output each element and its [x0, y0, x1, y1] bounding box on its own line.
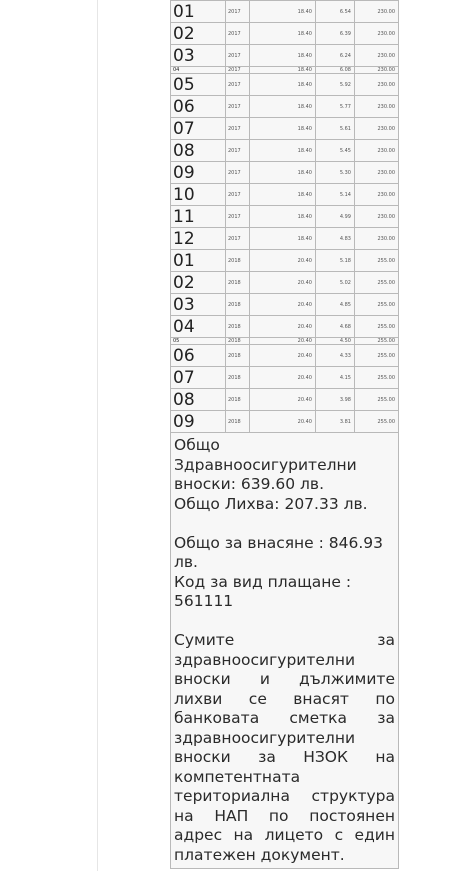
rate-cell: 5.45 — [316, 140, 355, 162]
amount-cell: 230.00 — [355, 140, 399, 162]
table-body — [171, 1, 399, 433]
contributions-line-1: Здравноосигурителни — [174, 455, 357, 474]
month-cell: 01 — [171, 250, 226, 272]
rate-cell: 6.24 — [316, 45, 355, 67]
year-cell: 2017 — [226, 74, 250, 96]
payment-code-line-1: Код за вид плащане : — [174, 572, 352, 591]
table-row — [171, 338, 399, 345]
amount-cell: 255.00 — [355, 338, 399, 345]
table-row — [171, 228, 399, 250]
rate-cell: 4.85 — [316, 294, 355, 316]
year-cell: 2017 — [226, 206, 250, 228]
year-cell: 2018 — [226, 367, 250, 389]
base-cell: 20.40 — [250, 272, 316, 294]
month-cell: 04 — [171, 67, 226, 74]
amount-cell: 230.00 — [355, 118, 399, 140]
month-cell: 05 — [171, 338, 226, 345]
year-cell: 2017 — [226, 67, 250, 74]
rate-cell: 5.92 — [316, 74, 355, 96]
amount-cell: 255.00 — [355, 411, 399, 433]
amount-cell: 230.00 — [355, 67, 399, 74]
base-cell: 20.40 — [250, 411, 316, 433]
base-cell: 18.40 — [250, 45, 316, 67]
amount-cell: 230.00 — [355, 184, 399, 206]
month-cell: 04 — [171, 316, 226, 338]
base-cell: 18.40 — [250, 140, 316, 162]
rate-cell: 5.18 — [316, 250, 355, 272]
year-cell: 2017 — [226, 96, 250, 118]
amount-cell: 230.00 — [355, 74, 399, 96]
month-cell: 09 — [171, 411, 226, 433]
month-cell: 07 — [171, 118, 226, 140]
rate-cell: 5.61 — [316, 118, 355, 140]
summary-cell — [171, 433, 399, 869]
contributions-line-2: вноски: 639.60 лв. — [174, 475, 324, 493]
payable-line-2: лв. — [174, 553, 198, 571]
spacer — [174, 612, 395, 632]
table-row — [171, 184, 399, 206]
rate-cell: 4.99 — [316, 206, 355, 228]
month-cell: 06 — [171, 96, 226, 118]
year-cell: 2017 — [226, 118, 250, 140]
year-cell: 2017 — [226, 23, 250, 45]
amount-cell: 255.00 — [355, 345, 399, 367]
amount-cell: 255.00 — [355, 316, 399, 338]
year-cell: 2018 — [226, 411, 250, 433]
base-cell: 18.40 — [250, 184, 316, 206]
table-row — [171, 411, 399, 433]
table-row — [171, 162, 399, 184]
month-cell: 05 — [171, 74, 226, 96]
base-cell: 18.40 — [250, 118, 316, 140]
rate-cell: 4.83 — [316, 228, 355, 250]
amount-cell: 255.00 — [355, 272, 399, 294]
month-cell: 08 — [171, 140, 226, 162]
base-cell: 18.40 — [250, 96, 316, 118]
summary-row — [171, 433, 399, 869]
base-cell: 18.40 — [250, 67, 316, 74]
table-row — [171, 118, 399, 140]
payment-code-line-2: 561111 — [174, 592, 234, 610]
amount-cell: 255.00 — [355, 294, 399, 316]
table-row — [171, 67, 399, 74]
amount-cell: 230.00 — [355, 23, 399, 45]
amount-cell: 230.00 — [355, 228, 399, 250]
year-cell: 2018 — [226, 294, 250, 316]
base-cell: 18.40 — [250, 74, 316, 96]
table-row — [171, 140, 399, 162]
rate-cell: 6.08 — [316, 67, 355, 74]
rate-cell: 3.98 — [316, 389, 355, 411]
month-cell: 03 — [171, 294, 226, 316]
table-row — [171, 74, 399, 96]
base-cell: 18.40 — [250, 228, 316, 250]
base-cell: 20.40 — [250, 250, 316, 272]
table-row — [171, 294, 399, 316]
table-row — [171, 45, 399, 67]
base-cell: 18.40 — [250, 23, 316, 45]
year-cell: 2017 — [226, 184, 250, 206]
table-row — [171, 1, 399, 23]
contributions-table — [170, 0, 399, 869]
base-cell: 18.40 — [250, 1, 316, 23]
amount-cell: 255.00 — [355, 367, 399, 389]
year-cell: 2017 — [226, 162, 250, 184]
page-margin-line — [97, 0, 98, 871]
table-row — [171, 23, 399, 45]
table-row — [171, 272, 399, 294]
base-cell: 20.40 — [250, 316, 316, 338]
table-row — [171, 367, 399, 389]
amount-cell: 230.00 — [355, 45, 399, 67]
year-cell: 2018 — [226, 345, 250, 367]
base-cell: 20.40 — [250, 338, 316, 345]
month-cell: 09 — [171, 162, 226, 184]
table-row — [171, 250, 399, 272]
month-cell: 02 — [171, 272, 226, 294]
interest-total: Общо Лихва: 207.33 лв. — [174, 494, 368, 513]
month-cell: 11 — [171, 206, 226, 228]
year-cell: 2017 — [226, 45, 250, 67]
month-cell: 07 — [171, 367, 226, 389]
base-cell: 18.40 — [250, 162, 316, 184]
month-cell: 02 — [171, 23, 226, 45]
rate-cell: 6.39 — [316, 23, 355, 45]
total-label: Общо — [174, 436, 220, 454]
month-cell: 06 — [171, 345, 226, 367]
rate-cell: 5.14 — [316, 184, 355, 206]
year-cell: 2018 — [226, 250, 250, 272]
rate-cell: 4.15 — [316, 367, 355, 389]
base-cell: 18.40 — [250, 206, 316, 228]
base-cell: 20.40 — [250, 345, 316, 367]
year-cell: 2017 — [226, 228, 250, 250]
month-cell: 08 — [171, 389, 226, 411]
table-row — [171, 96, 399, 118]
rate-cell: 3.81 — [316, 411, 355, 433]
year-cell: 2018 — [226, 389, 250, 411]
month-cell: 10 — [171, 184, 226, 206]
rate-cell: 5.02 — [316, 272, 355, 294]
amount-cell: 230.00 — [355, 1, 399, 23]
rate-cell: 4.68 — [316, 316, 355, 338]
amount-cell: 230.00 — [355, 96, 399, 118]
base-cell: 20.40 — [250, 367, 316, 389]
month-cell: 12 — [171, 228, 226, 250]
amount-cell: 255.00 — [355, 250, 399, 272]
rate-cell: 5.30 — [316, 162, 355, 184]
rate-cell: 4.33 — [316, 345, 355, 367]
rate-cell: 6.54 — [316, 1, 355, 23]
base-cell: 20.40 — [250, 294, 316, 316]
amount-cell: 230.00 — [355, 162, 399, 184]
rate-cell: 4.50 — [316, 338, 355, 345]
payment-note: Сумите за здравноосигурителни вноски и дължимите лихви се внасят по банковата сметка за здравноосигурителни вноски за НЗОК на компетентната териториална структура на НАП по постоянен адрес на лицето с един платежен документ. — [174, 631, 395, 864]
rate-cell: 5.77 — [316, 96, 355, 118]
table-row — [171, 206, 399, 228]
month-cell: 03 — [171, 45, 226, 67]
month-cell: 01 — [171, 1, 226, 23]
amount-cell: 230.00 — [355, 206, 399, 228]
amount-cell: 255.00 — [355, 389, 399, 411]
year-cell: 2018 — [226, 338, 250, 345]
payable-line-1: Общо за внасяне : 846.93 — [174, 533, 384, 552]
table-row — [171, 345, 399, 367]
year-cell: 2017 — [226, 1, 250, 23]
table-row — [171, 316, 399, 338]
base-cell: 20.40 — [250, 389, 316, 411]
year-cell: 2018 — [226, 272, 250, 294]
year-cell: 2017 — [226, 140, 250, 162]
spacer — [174, 514, 395, 534]
year-cell: 2018 — [226, 316, 250, 338]
table-row — [171, 389, 399, 411]
